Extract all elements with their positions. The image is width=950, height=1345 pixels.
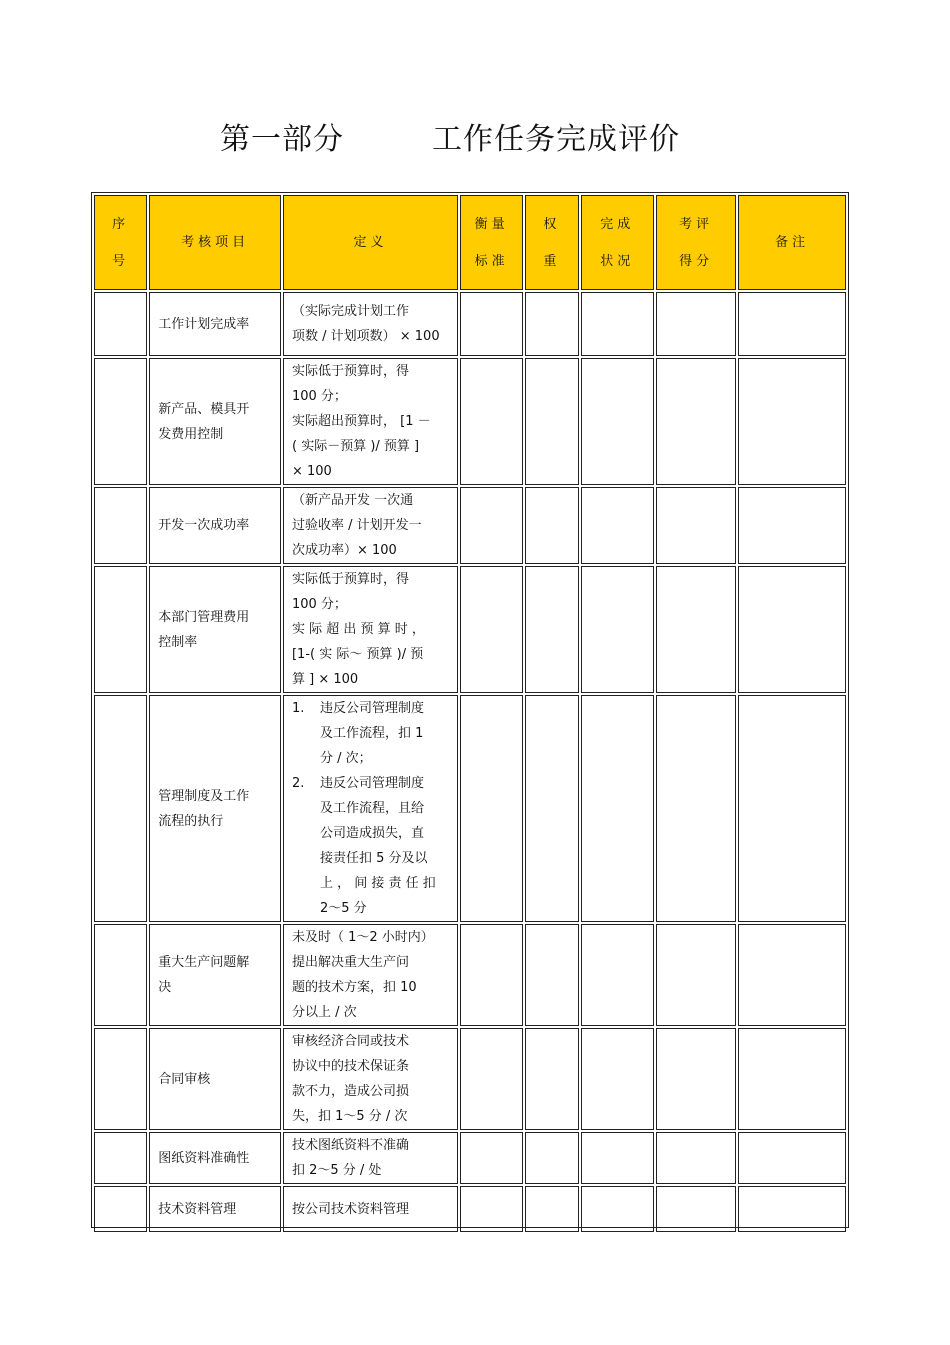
seq-cell[interactable] (94, 487, 147, 564)
header-seq: 序 号 (94, 195, 147, 290)
definition-cell: （实际完成计划工作 项数 / 计划项数） × 100 (283, 292, 458, 356)
status-cell[interactable] (581, 924, 654, 1026)
item-cell: 图纸资料准确性 (149, 1132, 281, 1184)
definition-cell: 1. 违反公司管理制度 及工作流程，扣 1 分 / 次； 2. 违反公司管理制度 及工作流程，且给 公司造成损失，直 接责任扣 5 分及以 上 ， 间 接 责 任 扣 2～5 分 (283, 695, 458, 922)
item-cell: 合同审核 (149, 1028, 281, 1130)
header-row (94, 195, 846, 290)
definition-cell: 未及时（ 1～2 小时内） 提出解决重大生产问 题的技术方案，扣 10 分以上 / 次 (283, 924, 458, 1026)
score-cell[interactable] (656, 1186, 736, 1232)
definition-cell: （新产品开发 一次通 过验收率 / 计划开发一 次成功率）× 100 (283, 487, 458, 564)
header-weight: 权 重 (525, 195, 578, 290)
status-cell[interactable] (581, 1132, 654, 1184)
definition-cell: 审核经济合同或技术 协议中的技术保证条 款不力，造成公司损 失，扣 1～5 分 / 次 (283, 1028, 458, 1130)
table-row (94, 292, 846, 356)
page-title (0, 114, 900, 158)
score-cell[interactable] (656, 487, 736, 564)
table-row (94, 1132, 846, 1184)
item-cell: 工作计划完成率 (149, 292, 281, 356)
note-cell[interactable] (738, 487, 846, 564)
item-cell: 管理制度及工作流程的执行 (149, 695, 281, 922)
note-cell[interactable] (738, 1132, 846, 1184)
definition-cell: 技术图纸资料不准确 扣 2～5 分 / 处 (283, 1132, 458, 1184)
weight-cell[interactable] (525, 1028, 578, 1130)
weight-cell[interactable] (525, 358, 578, 485)
header-note: 备注 (738, 195, 846, 290)
score-cell[interactable] (656, 924, 736, 1026)
header-score: 考评 得分 (656, 195, 736, 290)
table-row (94, 1186, 846, 1232)
title-part: 第一部分 (220, 122, 344, 157)
status-cell[interactable] (581, 1028, 654, 1130)
weight-cell[interactable] (525, 566, 578, 693)
item-cell: 技术资料管理 (149, 1186, 281, 1232)
table-row (94, 358, 846, 485)
table-row (94, 487, 846, 564)
item-cell: 新产品、模具开发费用控制 (149, 358, 281, 485)
weight-cell[interactable] (525, 924, 578, 1026)
weight-cell[interactable] (525, 695, 578, 922)
note-cell[interactable] (738, 1028, 846, 1130)
seq-cell[interactable] (94, 1132, 147, 1184)
definition-cell: 实际低于预算时，得 100 分； 实际超出预算时， [1 － ( 实际－预算 )/ 预算 ] × 100 (283, 358, 458, 485)
note-cell[interactable] (738, 292, 846, 356)
status-cell[interactable] (581, 487, 654, 564)
measure-cell[interactable] (460, 1186, 523, 1232)
measure-cell[interactable] (460, 358, 523, 485)
definition-cell: 实际低于预算时，得 100 分； 实 际 超 出 预 算 时 ， [1-( 实 际～ 预算 )/ 预 算 ] × 100 (283, 566, 458, 693)
status-cell[interactable] (581, 358, 654, 485)
measure-cell[interactable] (460, 487, 523, 564)
status-cell[interactable] (581, 695, 654, 922)
note-cell[interactable] (738, 924, 846, 1026)
item-cell: 开发一次成功率 (149, 487, 281, 564)
table-row (94, 695, 846, 922)
item-cell: 本部门管理费用控制率 (149, 566, 281, 693)
status-cell[interactable] (581, 1186, 654, 1232)
note-cell[interactable] (738, 566, 846, 693)
header-item: 考核项目 (149, 195, 281, 290)
measure-cell[interactable] (460, 566, 523, 693)
measure-cell[interactable] (460, 292, 523, 356)
note-cell[interactable] (738, 695, 846, 922)
note-cell[interactable] (738, 358, 846, 485)
seq-cell[interactable] (94, 924, 147, 1026)
weight-cell[interactable] (525, 487, 578, 564)
measure-cell[interactable] (460, 695, 523, 922)
seq-cell[interactable] (94, 1028, 147, 1130)
score-cell[interactable] (656, 1028, 736, 1130)
note-cell[interactable] (738, 1186, 846, 1232)
score-cell[interactable] (656, 358, 736, 485)
weight-cell[interactable] (525, 1132, 578, 1184)
item-cell: 重大生产问题解决 (149, 924, 281, 1026)
score-cell[interactable] (656, 695, 736, 922)
seq-cell[interactable] (94, 695, 147, 922)
header-measure: 衡量 标准 (460, 195, 523, 290)
title-text: 工作任务完成评价 (432, 122, 680, 157)
table-row (94, 924, 846, 1026)
measure-cell[interactable] (460, 1132, 523, 1184)
header-def: 定义 (283, 195, 458, 290)
seq-cell[interactable] (94, 566, 147, 693)
header-status: 完成 状况 (581, 195, 654, 290)
seq-cell[interactable] (94, 292, 147, 356)
evaluation-table (92, 193, 848, 1234)
weight-cell[interactable] (525, 292, 578, 356)
definition-cell: 按公司技术资料管理 (283, 1186, 458, 1232)
status-cell[interactable] (581, 566, 654, 693)
table-row (94, 1028, 846, 1130)
table-row (94, 566, 846, 693)
score-cell[interactable] (656, 292, 736, 356)
seq-cell[interactable] (94, 1186, 147, 1232)
weight-cell[interactable] (525, 1186, 578, 1232)
measure-cell[interactable] (460, 1028, 523, 1130)
score-cell[interactable] (656, 1132, 736, 1184)
measure-cell[interactable] (460, 924, 523, 1026)
seq-cell[interactable] (94, 358, 147, 485)
score-cell[interactable] (656, 566, 736, 693)
status-cell[interactable] (581, 292, 654, 356)
